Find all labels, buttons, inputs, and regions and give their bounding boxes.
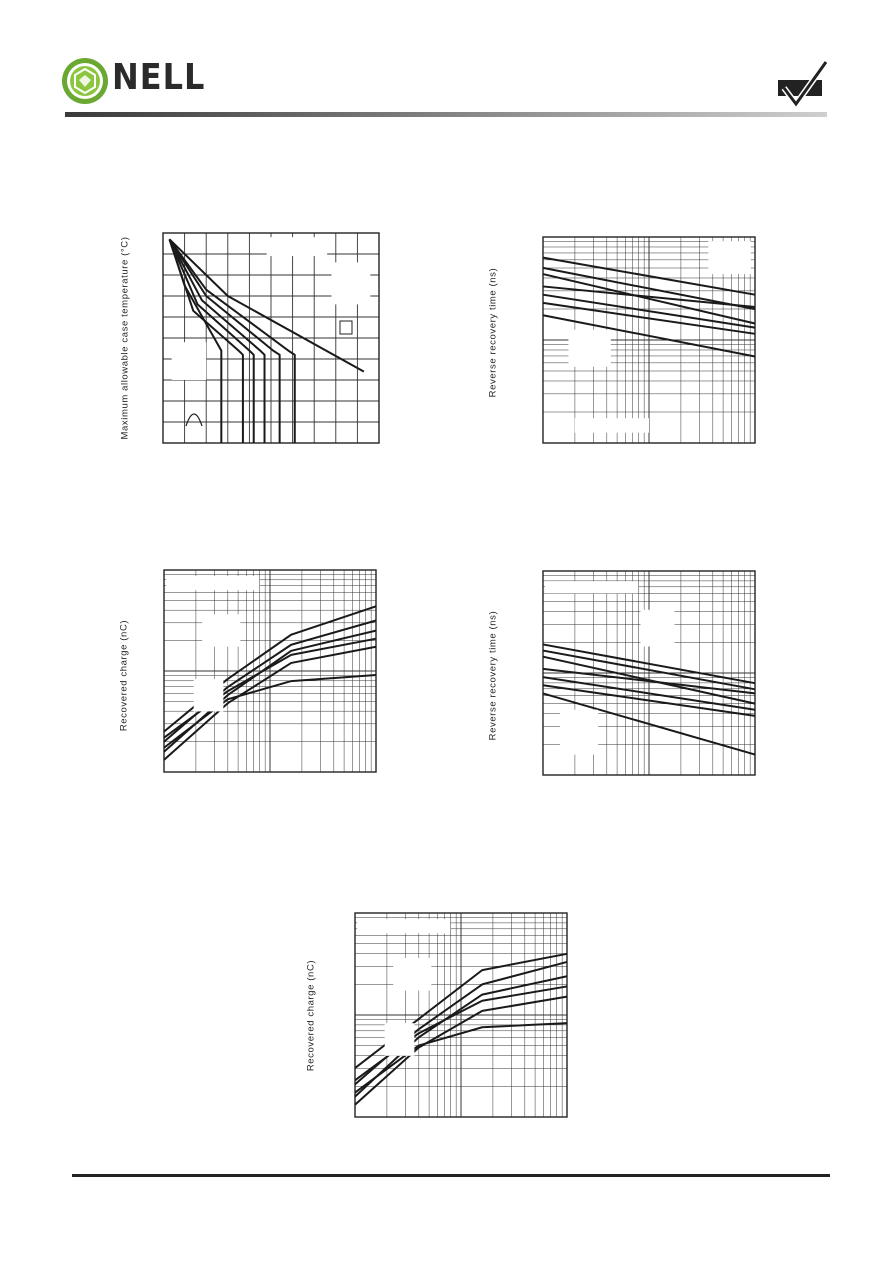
checkmark-badge-icon <box>776 60 828 110</box>
annotation-box <box>568 330 610 367</box>
annotation-box <box>357 919 450 933</box>
series-line-5 <box>169 239 253 443</box>
annotation-box <box>202 614 240 646</box>
annotation-box <box>641 610 675 647</box>
footer-divider <box>72 1174 830 1177</box>
y-axis-label: Recovered charge (nC) <box>118 619 130 732</box>
annotation-box <box>172 342 207 380</box>
y-axis-label: Reverse recovery time (ns) <box>487 610 499 741</box>
plot-area <box>164 570 376 772</box>
y-axis-label: Reverse recovery time (ns) <box>487 267 499 398</box>
package-outline-icon <box>340 321 352 334</box>
plot-area <box>355 913 567 1117</box>
annotation-box <box>331 262 370 304</box>
brand-name: NELL <box>112 56 206 98</box>
annotation-box <box>166 576 259 590</box>
annotation-box <box>708 241 750 274</box>
y-axis-label: Maximum allowable case temperature (°C) <box>119 236 131 440</box>
chart-reverse-recovery-time-2 <box>540 568 758 778</box>
annotation-box <box>560 710 598 755</box>
chart-reverse-recovery-time-1 <box>540 234 758 446</box>
annotation-box <box>575 418 649 432</box>
annotation-box <box>385 1023 415 1056</box>
series-line-7 <box>169 239 221 443</box>
nell-logo-icon <box>60 56 110 106</box>
header-divider <box>65 112 827 117</box>
page-header <box>0 0 892 130</box>
annotation-box <box>545 581 638 593</box>
chart-recovered-charge-2 <box>352 910 570 1120</box>
chart-recovered-charge-1 <box>161 567 379 775</box>
waveform-icon <box>186 414 202 426</box>
y-axis-label: Recovered charge (nC) <box>305 959 317 1072</box>
annotation-box <box>267 237 327 256</box>
annotation-box <box>393 958 431 991</box>
chart-case-temperature <box>160 230 382 446</box>
annotation-box <box>194 679 224 711</box>
